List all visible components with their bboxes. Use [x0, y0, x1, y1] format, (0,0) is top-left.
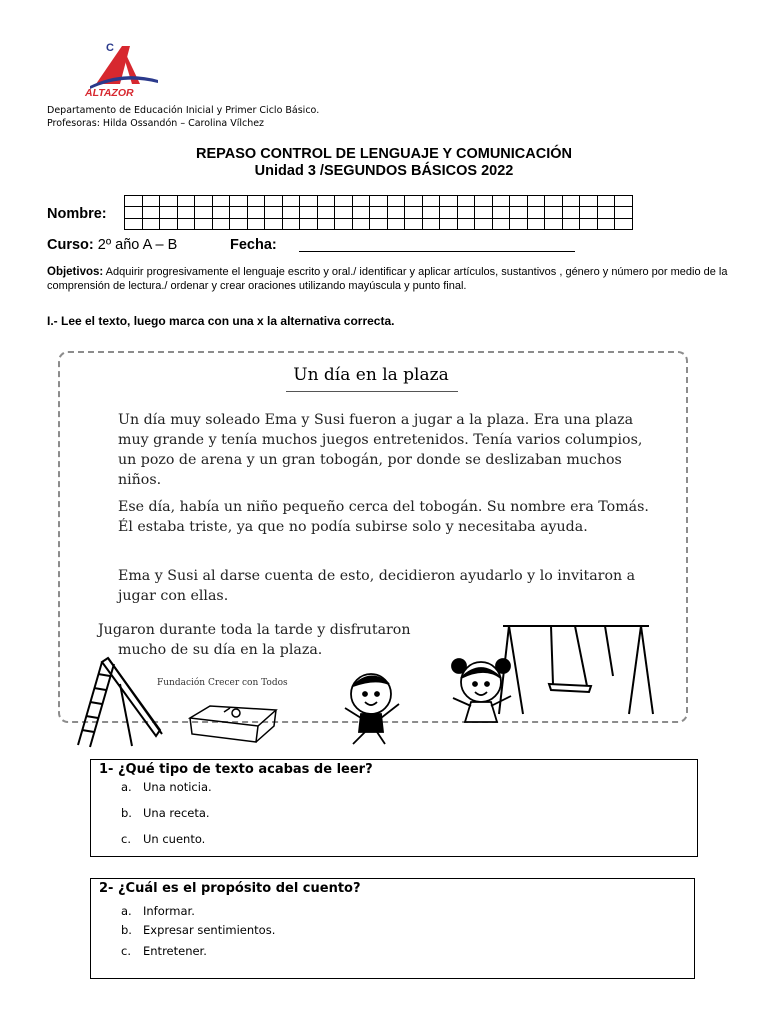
name-grid-cell[interactable] — [213, 207, 231, 218]
name-grid-cell[interactable] — [265, 207, 283, 218]
name-grid-cell[interactable] — [178, 196, 196, 207]
name-grid-cell[interactable] — [195, 207, 213, 218]
name-grid-cell[interactable] — [580, 207, 598, 218]
name-grid-cell[interactable] — [475, 207, 493, 218]
name-grid-cell[interactable] — [458, 219, 476, 230]
name-grid-cell[interactable] — [160, 196, 178, 207]
name-grid-cell[interactable] — [493, 207, 511, 218]
question-1-option-c[interactable] — [121, 832, 205, 846]
name-grid-cell[interactable] — [248, 219, 266, 230]
name-grid-cell[interactable] — [143, 207, 161, 218]
name-grid-cell[interactable] — [160, 207, 178, 218]
name-grid-cell[interactable] — [510, 219, 528, 230]
option-letter: c. — [121, 832, 131, 846]
name-grid-cell[interactable] — [195, 219, 213, 230]
name-grid-cell[interactable] — [598, 196, 616, 207]
instruction: I.- Lee el texto, luego marca con una x la alternativa correcta. — [47, 314, 395, 328]
course-label: Curso: — [47, 237, 94, 253]
name-grid-cell[interactable] — [230, 207, 248, 218]
name-grid-cell[interactable] — [318, 219, 336, 230]
name-grid-cell[interactable] — [388, 219, 406, 230]
question-2-option-c[interactable] — [121, 944, 207, 958]
name-grid-cell[interactable] — [580, 196, 598, 207]
name-grid-cell[interactable] — [248, 196, 266, 207]
name-grid-cell[interactable] — [335, 207, 353, 218]
name-grid-cell[interactable] — [335, 196, 353, 207]
name-grid-cell[interactable] — [300, 196, 318, 207]
name-grid-cell[interactable] — [545, 219, 563, 230]
name-grid-cell[interactable] — [353, 207, 371, 218]
option-letter: b. — [121, 806, 132, 820]
name-grid-cell[interactable] — [598, 207, 616, 218]
date-field-line[interactable] — [299, 251, 575, 252]
name-grid-cell[interactable] — [580, 219, 598, 230]
question-1-title — [99, 762, 373, 777]
question-1-option-a[interactable] — [121, 780, 212, 794]
name-grid-cell[interactable] — [405, 207, 423, 218]
option-text: Una noticia. — [143, 780, 212, 794]
question-2-number: 2- — [99, 881, 114, 896]
name-grid-cell[interactable] — [528, 196, 546, 207]
option-text: Informar. — [143, 904, 195, 918]
logo-text: ALTAZOR — [85, 87, 134, 98]
name-grid-cell[interactable] — [545, 207, 563, 218]
name-grid-cell[interactable] — [125, 196, 143, 207]
story-paragraph-4-line1: Jugaron durante toda la tarde y disfrutaron — [98, 622, 411, 638]
name-grid-cell[interactable] — [318, 207, 336, 218]
name-grid-cell[interactable] — [213, 196, 231, 207]
name-grid-cell[interactable] — [178, 219, 196, 230]
story-paragraph-4-line2: mucho de su día en la plaza. — [118, 642, 323, 658]
name-grid-cell[interactable] — [125, 207, 143, 218]
question-1-number: 1- — [99, 762, 114, 777]
name-grid-cell[interactable] — [510, 207, 528, 218]
name-grid-cell[interactable] — [195, 196, 213, 207]
story-paragraph-3: Ema y Susi al darse cuenta de esto, decidieron ayudarlo y lo invitaron a jugar con ellas. — [118, 568, 636, 604]
name-grid-cell[interactable] — [615, 219, 633, 230]
objectives-text: Adquirir progresivamente el lenguaje escrito y oral./ identificar y aplicar artículos, sustantivos , género y número por medio de la comprensión de lectura./ ordenar y crear oraciones utilizando mayúscula y punto final. — [47, 266, 728, 292]
name-grid-cell[interactable] — [370, 207, 388, 218]
story-credit: Fundación Crecer con Todos — [157, 678, 288, 688]
story-paragraph-1: Un día muy soleado Ema y Susi fueron a jugar a la plaza. Era una plaza muy grande y tenía muchos juegos entretenidos. Tenía varios columpios, un pozo de arena y un gran tobogán, por donde se deslizaban muchos niños. — [118, 412, 643, 488]
name-grid[interactable] — [124, 195, 633, 230]
question-2-option-b[interactable] — [121, 923, 275, 937]
name-grid-cell[interactable] — [370, 196, 388, 207]
course-row — [47, 237, 177, 253]
name-grid-cell[interactable] — [563, 219, 581, 230]
name-grid-cell[interactable] — [265, 196, 283, 207]
name-grid-cell[interactable] — [230, 196, 248, 207]
sandbox-illustration — [188, 700, 278, 745]
name-grid-cell[interactable] — [283, 207, 301, 218]
name-grid-cell[interactable] — [493, 219, 511, 230]
name-grid-cell[interactable] — [423, 196, 441, 207]
name-grid-cell[interactable] — [405, 196, 423, 207]
name-grid-cell[interactable] — [370, 219, 388, 230]
name-grid-cell[interactable] — [353, 219, 371, 230]
option-text: Un cuento. — [143, 832, 206, 846]
slide-illustration — [60, 650, 170, 750]
name-grid-cell[interactable] — [143, 196, 161, 207]
question-box-2 — [90, 878, 695, 979]
name-grid-cell[interactable] — [405, 219, 423, 230]
name-grid-cell[interactable] — [318, 196, 336, 207]
option-letter: a. — [121, 904, 132, 918]
option-text: Una receta. — [143, 806, 210, 820]
name-grid-cell[interactable] — [475, 196, 493, 207]
name-grid-cell[interactable] — [283, 219, 301, 230]
story-title-underline — [286, 391, 458, 392]
question-2-text: ¿Cuál es el propósito del cuento? — [117, 881, 361, 896]
name-grid-cell[interactable] — [615, 196, 633, 207]
name-grid-cell[interactable] — [563, 196, 581, 207]
name-grid-cell[interactable] — [458, 196, 476, 207]
logo-letter: C — [106, 42, 114, 54]
objectives — [47, 266, 757, 293]
story-title: Un día en la plaza — [293, 365, 449, 385]
objectives-label: Objetivos: — [47, 266, 104, 278]
name-grid-cell[interactable] — [335, 219, 353, 230]
name-grid-cell[interactable] — [563, 207, 581, 218]
name-grid-cell[interactable] — [143, 219, 161, 230]
question-box-1 — [90, 759, 698, 857]
school-logo — [82, 40, 166, 98]
question-2-option-a[interactable] — [121, 904, 195, 918]
option-letter: b. — [121, 923, 132, 937]
name-grid-cell[interactable] — [265, 219, 283, 230]
name-grid-cell[interactable] — [528, 207, 546, 218]
name-grid-cell[interactable] — [213, 219, 231, 230]
page-title: REPASO CONTROL DE LENGUAJE Y COMUNICACIÓN — [196, 146, 572, 162]
name-grid-cell[interactable] — [440, 196, 458, 207]
swing-illustration — [495, 616, 655, 716]
name-grid-cell[interactable] — [458, 207, 476, 218]
question-2-title — [99, 881, 361, 896]
option-text: Entretener. — [143, 944, 207, 958]
name-grid-cell[interactable] — [598, 219, 616, 230]
name-grid-cell[interactable] — [248, 207, 266, 218]
name-grid-cell[interactable] — [300, 219, 318, 230]
name-grid-cell[interactable] — [615, 207, 633, 218]
department-line: Departamento de Educación Inicial y Primer Ciclo Básico. — [47, 105, 320, 116]
name-grid-cell[interactable] — [493, 196, 511, 207]
question-1-option-b[interactable] — [121, 806, 210, 820]
name-grid-cell[interactable] — [283, 196, 301, 207]
name-grid-cell[interactable] — [300, 207, 318, 218]
option-letter: a. — [121, 780, 132, 794]
question-1-text: ¿Qué tipo de texto acabas de leer? — [117, 762, 373, 777]
name-grid-cell[interactable] — [423, 207, 441, 218]
name-grid-cell[interactable] — [178, 207, 196, 218]
name-grid-cell[interactable] — [160, 219, 178, 230]
boy-illustration — [335, 668, 415, 746]
option-letter: c. — [121, 944, 131, 958]
name-grid-cell[interactable] — [388, 196, 406, 207]
name-label: Nombre: — [47, 206, 107, 222]
name-grid-cell[interactable] — [440, 219, 458, 230]
name-grid-cell[interactable] — [475, 219, 493, 230]
name-grid-cell[interactable] — [353, 196, 371, 207]
page-subtitle: Unidad 3 /SEGUNDOS BÁSICOS 2022 — [254, 163, 514, 179]
name-grid-cell[interactable] — [510, 196, 528, 207]
name-grid-cell[interactable] — [230, 219, 248, 230]
name-grid-cell[interactable] — [423, 219, 441, 230]
course-value: 2º año A – B — [97, 237, 178, 253]
name-grid-cell[interactable] — [388, 207, 406, 218]
story-paragraph-2: Ese día, había un niño pequeño cerca del tobogán. Su nombre era Tomás. Él estaba triste, ya que no podía subirse solo y necesitaba ayuda. — [118, 499, 649, 535]
name-grid-cell[interactable] — [528, 219, 546, 230]
name-grid-cell[interactable] — [125, 219, 143, 230]
option-text: Expresar sentimientos. — [143, 923, 276, 937]
name-grid-cell[interactable] — [440, 207, 458, 218]
date-label: Fecha: — [230, 237, 277, 253]
teachers-line: Profesoras: Hilda Ossandón – Carolina Vílchez — [47, 118, 265, 129]
name-grid-cell[interactable] — [545, 196, 563, 207]
